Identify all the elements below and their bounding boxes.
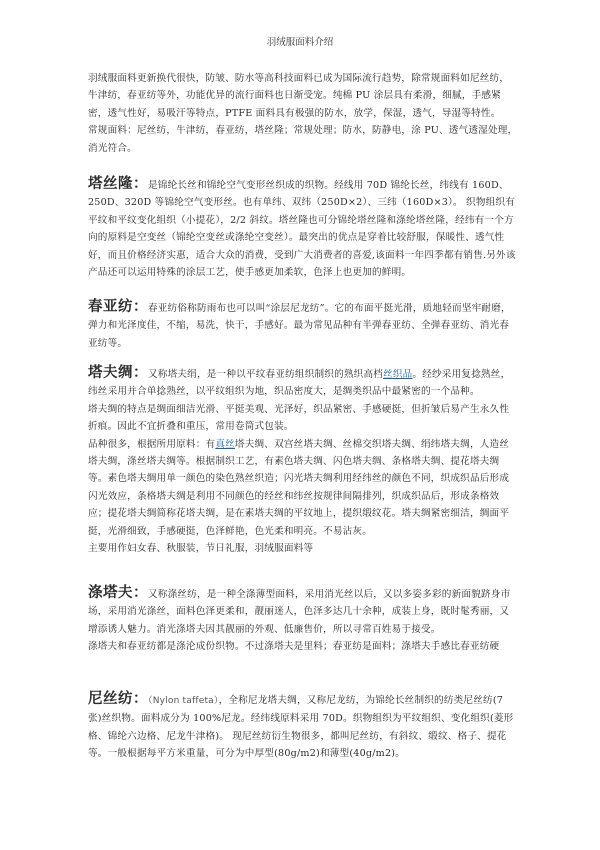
taslan-paragraph	[88, 175, 518, 281]
taslan-colon: ：	[133, 175, 148, 192]
nylon-paragraph	[88, 690, 518, 763]
taffeta-varieties	[88, 436, 518, 540]
intro-common-fabrics: 常规面料：尼丝纺，牛津纺，春亚纺，塔丝隆；常规处理；防水，防静电，涂 PU、透气透湿处理，消光符合。	[88, 125, 518, 154]
nylon-colon: ：	[133, 690, 148, 707]
taffeta-text-1a: 又称塔夫绢，是一种以平纹春亚纺组织制织的熟织高档	[148, 369, 384, 380]
taffeta-features: 塔夫绸的特点是绸面细洁光滑、平挺美观、光泽好，织品紧密、手感硬挺，但折皱后易产生永久性折痕。因此不宜折叠和重压，常用卷筒式包装。	[88, 403, 510, 433]
page-title: 羽绒服面料介绍	[266, 37, 334, 48]
coated-paragraph	[88, 584, 518, 638]
taslan-text: 是锦纶长丝和锦纶空气变形丝织成的织物。经线用 70D 锦纶长丝，纬线有 160D、250D、320D 等锦纶空气变形丝。也有单纬、双纬（250D×2）、三纬（160D×3）。 织物组织有平纹和平纹变化组织（小提花），2/2 斜纹。塔丝隆也可分锦纶塔丝隆和涤纶塔丝隆，经纬有一个方向的原料是空变丝（锦纶空变丝或涤纶空变丝）。最突出的优点是穿着比较舒服，保暖性、透气性好，而且价格经济实惠，适合大众的消费，受到广大消费者的喜爱,该面料一年四季都有销售.另外该产品还可以运用特殊的涂层工艺，使手感更加柔软，色泽上也更加的鲜明。	[88, 180, 516, 279]
nylon-text: ，全称尼龙塔夫绸，又称尼龙纺，为锦纶长丝制织的纺类尼丝纺(7 张)丝织物。面料成分为 100%尼龙。经纬线原料采用 70D。织物组织为平纹组织、变化组织(菱形格、锦纶六边格、尼龙牛津格)。 现尼丝纺衍生物很多，都叫尼丝纺，有斜纹、缎纹、格子、提花等。一般根据每平方米重量，可分为中厚型(80g/m2)和薄型(40g/m2)。	[88, 695, 514, 760]
intro-section	[88, 70, 518, 157]
taslan-heading: 塔丝隆	[88, 175, 133, 192]
pongee-section	[88, 298, 518, 352]
taffeta-colon: ：	[133, 364, 148, 381]
intro-paragraph: 羽绒服面料更新换代很快，防皱、防水等高科技面料已成为国际流行趋势，除常规面料如尼丝纺，牛津纺，春亚纺等外，功能优异的流行面料也日渐受宠。纯棉 PU 涂层具有柔滑，细腻，手感紧密，透气性好，易吸汗等特点，PTFE 面料具有极强的防水，放学，保湿，透气，导湿等特性。	[88, 73, 510, 119]
nylon-heading: 尼丝纺	[88, 690, 133, 707]
pongee-paragraph	[88, 298, 518, 352]
coated-section	[88, 584, 518, 656]
taffeta-heading: 塔夫绸	[88, 364, 133, 381]
coated-heading: 涤塔夫	[88, 584, 133, 601]
taffeta-text-1b: 。经纱采用复捻熟丝，纬丝采用并合单捻熟丝，以平纹组织为地，织品密度大，是绸类织品中最紧密的一个品种。	[88, 369, 511, 398]
taffeta-varieties-a: 品种很多，根据所用原料：有	[88, 438, 216, 450]
coated-comparison: 涤塔夫和春亚纺都是涤沦成份织物。不过涤塔夫是里料；春亚纺是面料；涤塔夫手感比春亚纺硬	[88, 641, 500, 653]
pongee-colon: ：	[133, 298, 148, 315]
taffeta-uses: 主要用作妇女春、秋服装，节日礼服，羽绒服面料等	[88, 543, 314, 555]
real-silk-link[interactable]: 真丝	[215, 438, 235, 450]
nylon-english-name: （Nylon taffeta）	[148, 696, 219, 706]
pongee-heading: 春亚纺	[88, 298, 133, 315]
nylon-section	[88, 690, 518, 763]
taffeta-paragraph	[88, 364, 518, 401]
silk-fabric-link[interactable]: 丝织品	[383, 369, 413, 380]
taslan-section	[88, 175, 518, 281]
coated-colon: ：	[133, 584, 148, 601]
taffeta-varieties-b: 塔夫绸、双宫丝塔夫绸、丝棉交织塔夫绸、绢纬塔夫绸，人造丝塔夫绸，涤丝塔夫绸等。根据制织工艺，有素色塔夫绸、闪色塔夫绸、条格塔夫绸、提花塔夫绸等。素色塔夫绸用单一颜色的染色熟丝织造；闪光塔夫绸利用经纬丝的颜色不同，织成织品后形成闪光效应，条格塔夫绸是利用不同颜色的经丝和纬丝按规律间隔排列，织成织品后，形成条格效应；提花塔夫绸简称花塔夫绸，是在素塔夫绸的平纹地上，提织缎纹花。塔夫绸紧密细洁，绸面平挺，光滑细致，手感硬挺，色泽鲜艳，色光柔和明亮。不易沾灰。	[88, 438, 510, 537]
pongee-text: 春亚纺俗称防雨布也可以叫“涂层尼龙纺”。它的布面平挺光滑，质地轻而坚牢耐磨，弹力和光泽度佳，不缩，易洗，快干，手感好。最为常见品种有半弹春亚纺、全弹春亚纺、消光春亚纺等。	[88, 303, 511, 349]
coated-text: 又称涤丝纺，是一种全涤薄型面料，采用消光丝以后，又以多姿多彩的新面貌跻身市场，采用消光涤丝，面料色泽更柔和，靓丽迷人，色泽多达几十余种，成装上身，既时髦秀丽，又增添诱人魅力。消光涤塔夫因其靓丽的外观、低廉售价，所以寻常百姓易于接受。	[88, 589, 511, 635]
taffeta-section	[88, 364, 518, 557]
